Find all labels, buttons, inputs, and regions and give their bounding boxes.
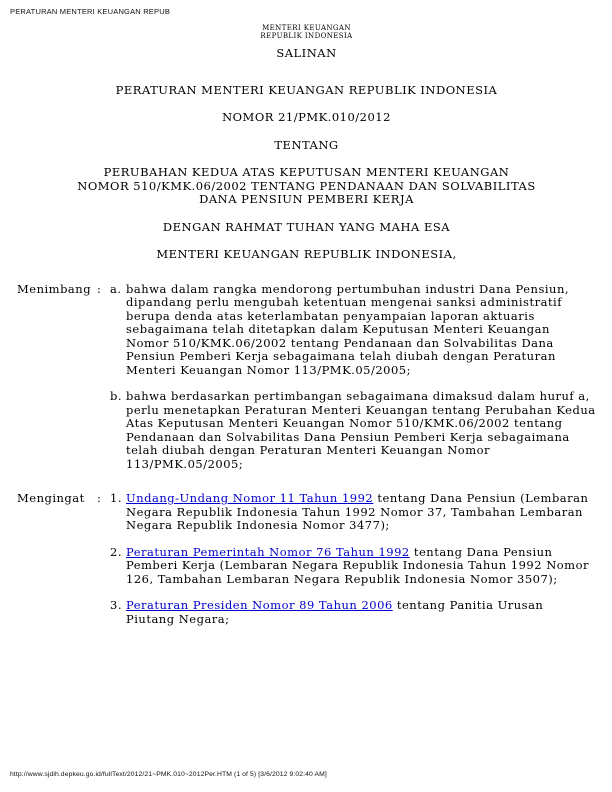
mengingat-items (110, 492, 596, 626)
law-link-perpres-89-2006[interactable]: Peraturan Presiden Nomor 89 Tahun 2006 (126, 598, 393, 612)
salinan-label: SALINAN (276, 46, 337, 60)
menimbang-colon: : (97, 281, 102, 296)
item-rest-text: tentang Dana Pensiun Pemberi Kerja (Lembaran Negara Republik Indonesia Tahun 1992 Nomor 126, Tambahan Lembaran Negara Republik Indonesia Nomor 3507); (126, 544, 590, 586)
letterhead-line1: MENTERI KEUANGAN (262, 24, 351, 32)
menimbang-section (17, 283, 596, 472)
letterhead (17, 24, 596, 40)
regulation-subject-line2: NOMOR 510/KMK.06/2002 TENTANG PENDANAAN DAN SOLVABILITAS (77, 178, 536, 193)
item-text (126, 492, 596, 533)
item-marker: 2. (110, 544, 122, 559)
item-text (126, 546, 596, 587)
mengingat-item-2 (110, 546, 596, 587)
item-text (126, 599, 596, 626)
regulation-subject-line3: DANA PENSIUN PEMBERI KERJA (199, 192, 414, 206)
browser-print-footer: http://www.sjdih.depkeu.go.id/fullText/2012/21~PMK.010~2012Per.HTM (1 of 5) [3/6/2012 9:02:40 AM] (10, 770, 327, 778)
item-rest-text: tentang Dana Pensiun (Lembaran Negara Republik Indonesia Tahun 1992 Nomor 37, Tambahan Lembaran Negara Republik Indonesia Nomor 3477); (126, 491, 589, 532)
regulation-subject (17, 166, 596, 207)
item-marker: 1. (110, 491, 122, 505)
law-link-pp-76-1992[interactable]: Peraturan Pemerintah Nomor 76 Tahun 1992 (126, 544, 410, 559)
mengingat-item-1 (110, 492, 596, 533)
menimbang-label: Menimbang (17, 281, 92, 296)
item-marker: b. (110, 389, 123, 403)
item-text: bahwa berdasarkan pertimbangan sebagaimana dimaksud dalam huruf a, perlu menetapkan Peraturan Menteri Keuangan tentang Perubahan Kedua Atas Keputusan Menteri Keuangan Nomor 510/KMK.06/2002 tentang Pendanaan dan Solvabilitas Dana Pensiun Pemberi Kerja sebagaimana telah diubah dengan Peraturan Menteri Keuangan Nomor 113/PMK.05/2005; (126, 389, 596, 471)
browser-print-header: PERATURAN MENTERI KEUANGAN REPUB (10, 7, 171, 16)
item-marker: a. (110, 281, 122, 296)
regulation-subject-line1: PERUBAHAN KEDUA ATAS KEPUTUSAN MENTERI KEUANGAN (103, 165, 510, 179)
minister-line: MENTERI KEUANGAN REPUBLIK INDONESIA, (156, 247, 457, 261)
item-rest-text: tentang Panitia Urusan Piutang Negara; (126, 598, 544, 626)
tentang-label: TENTANG (274, 137, 339, 152)
mengingat-item-3 (110, 599, 596, 626)
menimbang-item-a (110, 283, 596, 378)
mengingat-colon: : (97, 491, 102, 505)
menimbang-item-b (110, 390, 596, 471)
law-link-uu-11-1992[interactable]: Undang-Undang Nomor 11 Tahun 1992 (126, 491, 374, 505)
mengingat-label: Mengingat (17, 491, 85, 505)
regulation-number: NOMOR 21/PMK.010/2012 (222, 110, 391, 124)
mengingat-section (17, 492, 596, 626)
menimbang-items (110, 283, 596, 472)
letterhead-line2: REPUBLIK INDONESIA (260, 32, 353, 40)
item-text: bahwa dalam rangka mendorong pertumbuhan industri Dana Pensiun, dipandang perlu mengubah ketentuan mengenai sanksi administratif berupa denda atas keterlambatan penyampaian laporan aktuaris sebagaimana telah ditetapkan dalam Keputusan Menteri Keuangan Nomor 510/KMK.06/2002 tentang Pendanaan dan Solvabilitas Dana Pensiun Pemberi Kerja sebagaimana telah diubah dengan Peraturan Menteri Keuangan Nomor 113/PMK.05/2005; (126, 281, 570, 377)
regulation-title: PERATURAN MENTERI KEUANGAN REPUBLIK INDONESIA (115, 82, 498, 97)
rahmat-line: DENGAN RAHMAT TUHAN YANG MAHA ESA (162, 219, 451, 234)
item-marker: 3. (110, 598, 122, 612)
